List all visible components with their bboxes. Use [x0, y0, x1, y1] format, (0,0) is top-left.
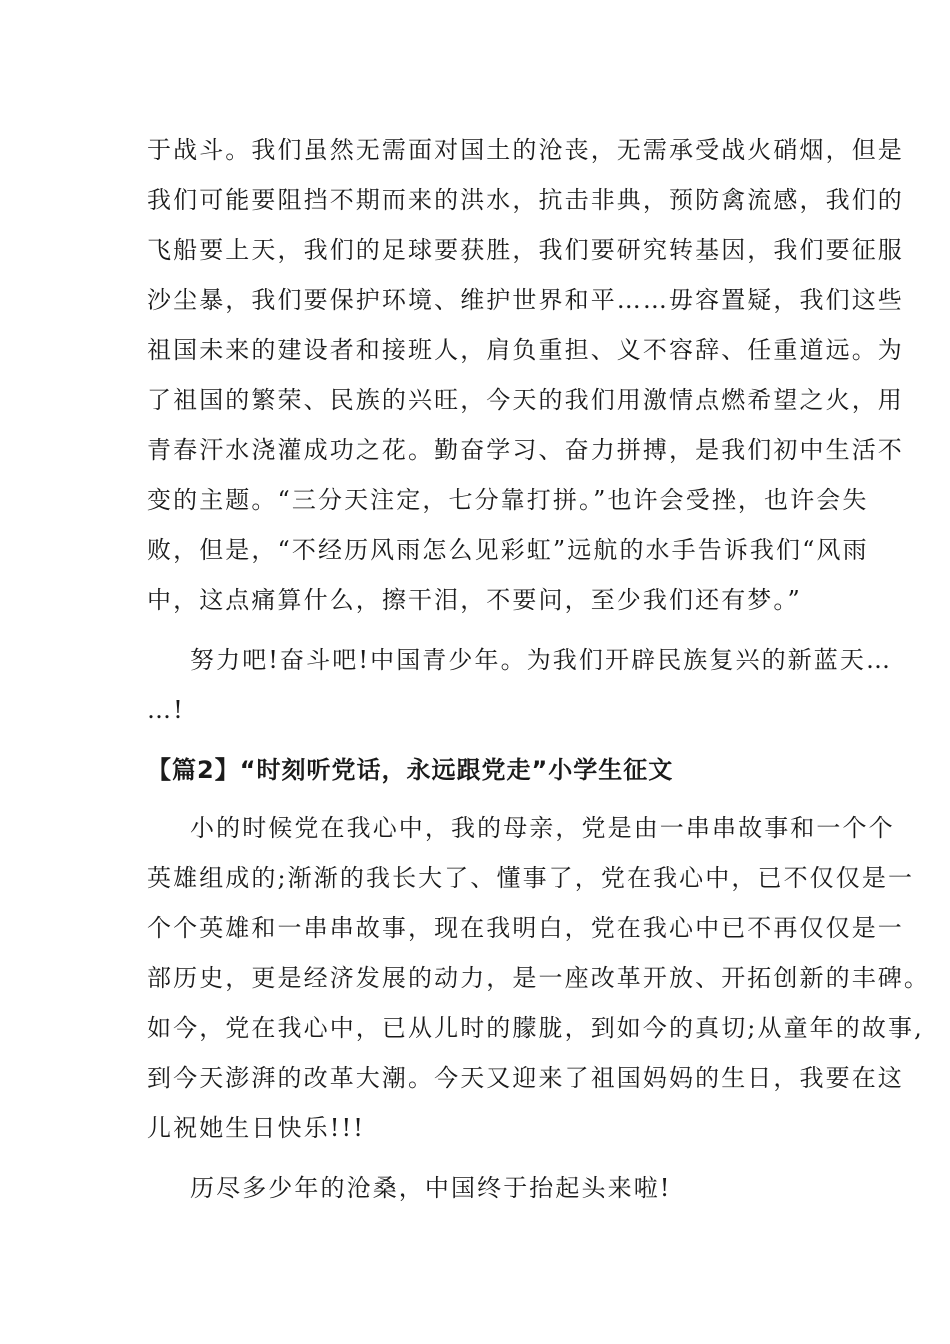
paragraph-line: 努力吧!奋斗吧!中国青少年。为我们开辟民族复兴的新蓝天…	[190, 646, 893, 674]
paragraph-line: 部历史，更是经济发展的动力，是一座改革开放、开拓创新的丰碑。	[147, 964, 930, 992]
paragraph-line: 变的主题。“三分天注定，七分靠打拼。”也许会受挫，也许会失	[147, 486, 869, 514]
paragraph-line: 如今，党在我心中，已从儿时的朦胧，到如今的真切;从童年的故事,	[147, 1014, 924, 1042]
paragraph-line: 个个英雄和一串串故事，现在我明白，党在我心中已不再仅仅是一	[147, 914, 904, 942]
paragraph-line: 祖国未来的建设者和接班人，肩负重担、义不容辞、任重道远。为	[147, 336, 904, 364]
paragraph-line: 沙尘暴，我们要保护环境、维护世界和平……毋容置疑，我们这些	[147, 286, 904, 314]
paragraph-line: 青春汗水浇灌成功之花。勤奋学习、奋力拼搏，是我们初中生活不	[147, 436, 904, 464]
paragraph-line: 小的时候党在我心中，我的母亲，党是由一串串故事和一个个	[190, 814, 895, 842]
paragraph-line: 英雄组成的;渐渐的我长大了、懂事了，党在我心中，已不仅仅是一	[147, 864, 915, 892]
paragraph-line: 儿祝她生日快乐!!!	[147, 1114, 365, 1142]
paragraph-line: 于战斗。我们虽然无需面对国土的沧丧，无需承受战火硝烟，但是	[147, 136, 904, 164]
paragraph-line: 到今天澎湃的改革大潮。今天又迎来了祖国妈妈的生日，我要在这	[147, 1064, 904, 1092]
paragraph-line: …!	[147, 696, 185, 724]
section-heading: 【篇2】“时刻听党话，永远跟党走”小学生征文	[147, 756, 674, 784]
paragraph-line: 中，这点痛算什么，擦干泪，不要问，至少我们还有梦。”	[147, 586, 802, 614]
paragraph-line: 了祖国的繁荣、民族的兴旺，今天的我们用激情点燃希望之火，用	[147, 386, 904, 414]
paragraph-line: 历尽多少年的沧桑，中国终于抬起头来啦!	[190, 1174, 672, 1202]
paragraph-line: 飞船要上天，我们的足球要获胜，我们要研究转基因，我们要征服	[147, 236, 904, 264]
paragraph-line: 败，但是，“不经历风雨怎么见彩虹”远航的水手告诉我们“风雨	[147, 536, 869, 564]
paragraph-line: 我们可能要阻挡不期而来的洪水，抗击非典，预防禽流感，我们的	[147, 186, 904, 214]
